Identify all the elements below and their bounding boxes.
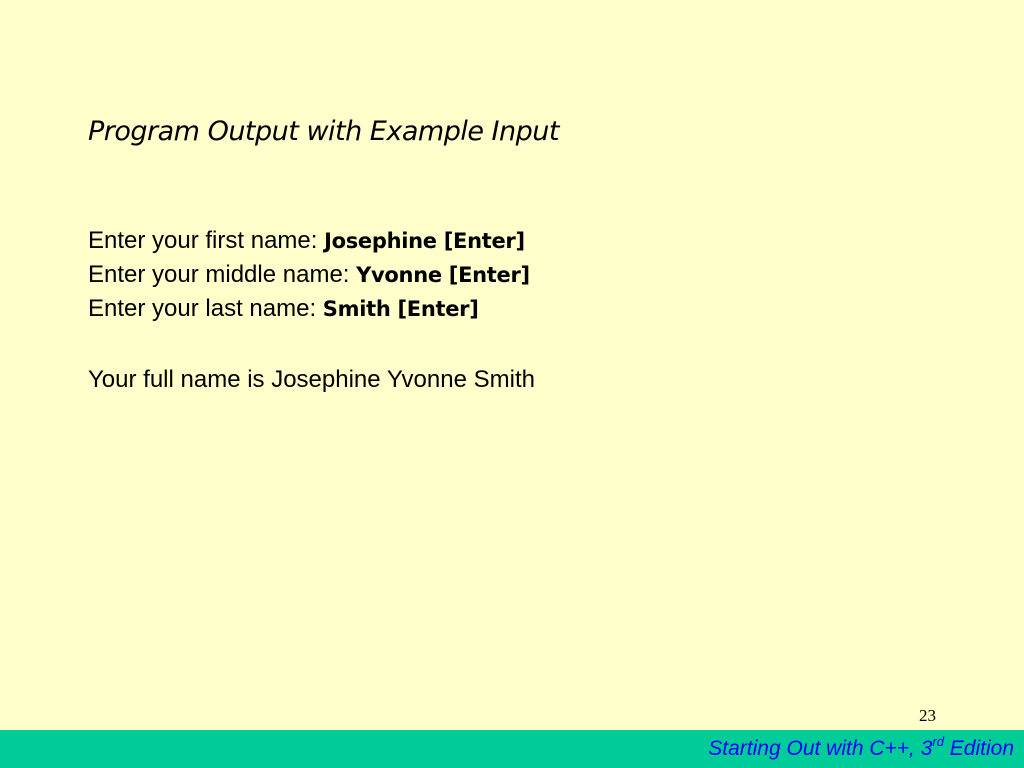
footer-superscript: rd [932, 734, 944, 749]
io-line-middle-name [88, 258, 530, 292]
footer-book-title [708, 734, 1014, 761]
footer-text-edition: Edition [943, 737, 1014, 760]
user-input-text: Josephine [Enter] [324, 229, 525, 253]
footer-bar [0, 730, 1024, 768]
program-io-block [88, 224, 530, 326]
page-number: 23 [919, 706, 936, 725]
prompt-text: Enter your middle name: [88, 261, 357, 288]
prompt-text: Enter your last name: [88, 295, 323, 322]
prompt-text: Enter your first name: [88, 227, 325, 254]
footer-text-main: Starting Out with C++, 3 [708, 737, 933, 760]
io-line-last-name [88, 292, 530, 326]
io-line-first-name [88, 224, 530, 258]
user-input-text: Smith [Enter] [322, 297, 479, 321]
result-line: Your full name is Josephine Yvonne Smith [88, 366, 535, 393]
slide-title: Program Output with Example Input [88, 116, 559, 147]
user-input-text: Yvonne [Enter] [356, 263, 530, 287]
